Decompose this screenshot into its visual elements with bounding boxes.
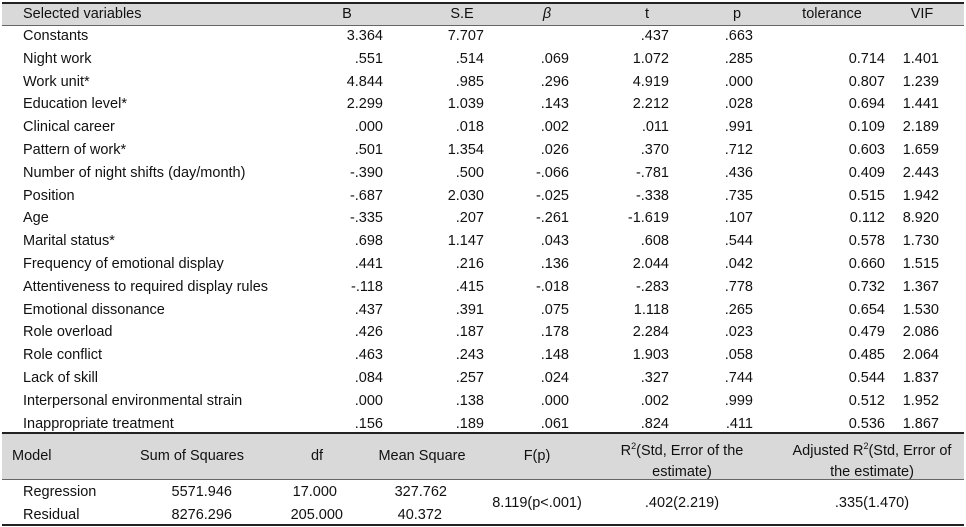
table-row bbox=[2, 230, 964, 253]
cell-beta: -.066 bbox=[535, 164, 569, 181]
cell-tolerance: 0.485 bbox=[848, 347, 885, 364]
cell-se: 7.707 bbox=[447, 28, 484, 44]
cell-b: -.390 bbox=[349, 164, 383, 181]
cell-se: .243 bbox=[455, 347, 484, 364]
header-adj-line1: (Std, Error of bbox=[868, 443, 952, 459]
table-row bbox=[2, 162, 964, 185]
header-adj-prefix: Adjusted R bbox=[792, 443, 864, 459]
cell-vif: 1.367 bbox=[902, 278, 939, 295]
cell-b: -.687 bbox=[349, 187, 383, 204]
table-row bbox=[2, 299, 964, 322]
cell-variable: Marital status* bbox=[23, 233, 115, 250]
cell-vif: 2.443 bbox=[902, 164, 939, 181]
model-row-residual-ms: 40.372 bbox=[397, 507, 442, 523]
table-row bbox=[2, 139, 964, 162]
cell-b: 4.844 bbox=[346, 73, 383, 90]
cell-vif: 1.659 bbox=[902, 142, 939, 158]
cell-variable: Lack of skill bbox=[23, 370, 98, 386]
cell-beta: -.025 bbox=[535, 187, 569, 204]
table-row bbox=[2, 390, 964, 413]
cell-b: -.118 bbox=[351, 278, 383, 295]
cell-tolerance: 0.544 bbox=[848, 370, 885, 386]
cell-vif: 1.401 bbox=[902, 50, 939, 67]
cell-variable: Constants bbox=[23, 28, 89, 44]
model-row-residual-label: Residual bbox=[23, 507, 80, 523]
cell-t: .327 bbox=[640, 370, 669, 386]
header-model: Model bbox=[12, 448, 52, 464]
header-fp: F(p) bbox=[523, 448, 551, 464]
header-sum-of-squares: Sum of Squares bbox=[140, 448, 244, 464]
cell-p: .991 bbox=[724, 119, 753, 136]
cell-t: .608 bbox=[640, 233, 669, 250]
cell-beta: .075 bbox=[540, 301, 569, 318]
header-df: df bbox=[310, 448, 324, 464]
cell-p: .436 bbox=[724, 164, 753, 181]
cell-t: .824 bbox=[640, 415, 669, 432]
cell-p: .744 bbox=[724, 370, 753, 386]
cell-b: .437 bbox=[354, 301, 383, 318]
cell-b: .501 bbox=[354, 142, 383, 158]
cell-tolerance: 0.603 bbox=[848, 142, 885, 158]
cell-t: .011 bbox=[641, 119, 669, 136]
cell-b: .084 bbox=[354, 370, 383, 386]
cell-b: .000 bbox=[354, 119, 383, 136]
cell-se: 1.039 bbox=[447, 96, 484, 113]
header-adj-line2: the estimate) bbox=[830, 464, 914, 480]
cell-p: .712 bbox=[724, 142, 753, 158]
model-row-regression-label: Regression bbox=[23, 484, 97, 500]
table-bottom-rule bbox=[2, 524, 964, 526]
cell-tolerance: 0.578 bbox=[848, 233, 885, 250]
cell-tolerance: 0.694 bbox=[848, 96, 885, 113]
table-row bbox=[2, 253, 964, 276]
cell-t: 2.044 bbox=[632, 256, 669, 272]
model-row-regression-ms: 327.762 bbox=[394, 484, 447, 500]
cell-p: .058 bbox=[724, 347, 753, 364]
header-se: S.E bbox=[450, 6, 474, 22]
cell-beta: .296 bbox=[540, 73, 569, 90]
cell-vif: 2.086 bbox=[902, 324, 939, 341]
cell-variable: Emotional dissonance bbox=[23, 301, 165, 318]
cell-beta: .026 bbox=[540, 142, 569, 158]
header-tolerance: tolerance bbox=[802, 6, 862, 22]
cell-beta: .178 bbox=[540, 324, 569, 341]
cell-b: 3.364 bbox=[346, 28, 383, 44]
cell-tolerance: 0.732 bbox=[848, 278, 885, 295]
cell-b: .463 bbox=[354, 347, 383, 364]
cell-b: 2.299 bbox=[346, 96, 383, 113]
cell-beta: .136 bbox=[540, 256, 569, 272]
cell-variable: Pattern of work* bbox=[23, 142, 127, 158]
cell-t: .437 bbox=[640, 28, 669, 44]
cell-tolerance: 0.409 bbox=[848, 164, 885, 181]
header-r2-line1: (Std, Error of the bbox=[636, 443, 744, 459]
cell-vif: 1.730 bbox=[902, 233, 939, 250]
cell-variable: Age bbox=[23, 210, 49, 227]
header-vif: VIF bbox=[910, 6, 934, 22]
header-selected-variables: Selected variables bbox=[23, 6, 142, 22]
cell-variable: Role overload bbox=[23, 324, 113, 341]
cell-se: .391 bbox=[455, 301, 484, 318]
cell-p: .028 bbox=[724, 96, 753, 113]
cell-beta: .148 bbox=[540, 347, 569, 364]
cell-vif: 8.920 bbox=[902, 210, 939, 227]
cell-t: -.338 bbox=[635, 187, 669, 204]
cell-vif: 2.064 bbox=[902, 347, 939, 364]
header-adjusted-r2 bbox=[777, 436, 966, 483]
cell-p: .778 bbox=[724, 278, 753, 295]
cell-t: 2.284 bbox=[632, 324, 669, 341]
cell-p: .735 bbox=[724, 187, 753, 204]
cell-b: .156 bbox=[354, 415, 383, 432]
cell-se: .514 bbox=[455, 50, 484, 67]
cell-p: .663 bbox=[724, 28, 753, 44]
table-row bbox=[2, 93, 964, 116]
cell-se: .985 bbox=[455, 73, 484, 90]
cell-p: .999 bbox=[724, 392, 753, 409]
table-row bbox=[2, 48, 964, 71]
cell-p: .544 bbox=[724, 233, 753, 250]
cell-vif: 1.515 bbox=[902, 256, 939, 272]
cell-beta: .069 bbox=[540, 50, 569, 67]
cell-se: .187 bbox=[455, 324, 484, 341]
header-t: t bbox=[644, 6, 650, 22]
cell-p: .023 bbox=[724, 324, 753, 341]
cell-se: .018 bbox=[455, 119, 484, 136]
cell-se: .216 bbox=[455, 256, 484, 272]
cell-tolerance: 0.807 bbox=[848, 73, 885, 90]
cell-variable: Clinical career bbox=[23, 119, 115, 136]
cell-b: -.335 bbox=[349, 210, 383, 227]
cell-t: 2.212 bbox=[632, 96, 669, 113]
cell-se: .189 bbox=[455, 415, 484, 432]
cell-t: 1.118 bbox=[633, 301, 669, 318]
cell-variable: Education level* bbox=[23, 96, 127, 113]
table-row bbox=[2, 367, 964, 390]
cell-p: .285 bbox=[724, 50, 753, 67]
cell-beta: .000 bbox=[540, 392, 569, 409]
header-mean-square: Mean Square bbox=[378, 448, 466, 464]
cell-p: .042 bbox=[724, 256, 753, 272]
model-row-residual-df: 205.000 bbox=[290, 507, 343, 523]
cell-vif: 1.942 bbox=[902, 187, 939, 204]
cell-variable: Number of night shifts (day/month) bbox=[23, 164, 246, 181]
cell-b: .698 bbox=[354, 233, 383, 250]
table-row bbox=[2, 116, 964, 139]
cell-variable: Position bbox=[23, 187, 75, 204]
cell-beta: .002 bbox=[540, 119, 569, 136]
coef-table-header bbox=[2, 2, 964, 26]
cell-se: .207 bbox=[455, 210, 484, 227]
model-row-regression-df: 17.000 bbox=[292, 484, 337, 500]
cell-t: 1.072 bbox=[632, 50, 669, 67]
header-adj-superscript: 2 bbox=[863, 441, 869, 451]
header-r2 bbox=[602, 436, 762, 483]
cell-se: 2.030 bbox=[447, 187, 484, 204]
cell-tolerance: 0.112 bbox=[849, 210, 885, 227]
cell-se: .500 bbox=[455, 164, 484, 181]
cell-beta: .043 bbox=[540, 233, 569, 250]
cell-tolerance: 0.515 bbox=[848, 187, 885, 204]
cell-vif: 2.189 bbox=[902, 119, 939, 136]
cell-t: .370 bbox=[640, 142, 669, 158]
cell-p: .265 bbox=[724, 301, 753, 318]
cell-b: .441 bbox=[354, 256, 383, 272]
header-r2-superscript: 2 bbox=[631, 441, 637, 451]
cell-tolerance: 0.479 bbox=[848, 324, 885, 341]
model-adjusted-r2-value: .335(1.470) bbox=[834, 495, 910, 511]
cell-tolerance: 0.654 bbox=[848, 301, 885, 318]
cell-t: .002 bbox=[640, 392, 669, 409]
cell-tolerance bbox=[782, 25, 885, 47]
cell-b: .426 bbox=[354, 324, 383, 341]
cell-se: 1.147 bbox=[447, 233, 484, 250]
table-row bbox=[2, 276, 964, 299]
cell-vif: 1.530 bbox=[902, 301, 939, 318]
cell-t: -.781 bbox=[635, 164, 669, 181]
cell-variable: Work unit* bbox=[23, 73, 90, 90]
cell-t: 4.919 bbox=[632, 73, 669, 90]
cell-variable: Role conflict bbox=[23, 347, 102, 364]
model-row-regression-ss: 5571.946 bbox=[171, 484, 232, 500]
model-table-header bbox=[2, 434, 964, 480]
cell-tolerance: 0.714 bbox=[848, 50, 885, 67]
table-row bbox=[2, 207, 964, 230]
cell-p: .411 bbox=[725, 415, 753, 432]
cell-se: .415 bbox=[455, 278, 484, 295]
cell-se: .138 bbox=[455, 392, 484, 409]
cell-p: .000 bbox=[724, 73, 753, 90]
cell-tolerance: 0.660 bbox=[848, 256, 885, 272]
header-beta: β bbox=[542, 6, 552, 22]
model-r2-value: .402(2.219) bbox=[644, 495, 720, 511]
cell-b: .000 bbox=[354, 392, 383, 409]
cell-tolerance: 0.512 bbox=[848, 392, 885, 409]
cell-beta: -.261 bbox=[535, 210, 569, 227]
cell-beta: .024 bbox=[540, 370, 569, 386]
cell-vif: 1.867 bbox=[902, 415, 939, 432]
cell-vif: 1.837 bbox=[902, 370, 939, 386]
model-row-residual-ss: 8276.296 bbox=[171, 507, 232, 523]
cell-se: .257 bbox=[455, 370, 484, 386]
header-r2-prefix: R bbox=[620, 443, 632, 459]
cell-vif: 1.952 bbox=[902, 392, 939, 409]
cell-variable: Attentiveness to required display rules bbox=[23, 278, 269, 295]
cell-tolerance: 0.536 bbox=[848, 415, 885, 432]
cell-b: .551 bbox=[354, 50, 383, 67]
cell-vif: 1.239 bbox=[902, 73, 939, 90]
table-row bbox=[2, 321, 964, 344]
table-row bbox=[2, 25, 964, 48]
cell-beta: .143 bbox=[540, 96, 569, 113]
cell-t: -1.619 bbox=[627, 210, 669, 227]
cell-beta: .061 bbox=[540, 415, 569, 432]
header-p: p bbox=[732, 6, 742, 22]
table-row bbox=[2, 344, 964, 367]
cell-se: 1.354 bbox=[447, 142, 484, 158]
cell-vif: 1.441 bbox=[902, 96, 939, 113]
cell-beta bbox=[497, 25, 569, 47]
cell-variable: Night work bbox=[23, 50, 92, 67]
cell-vif bbox=[882, 25, 939, 47]
cell-t: 1.903 bbox=[632, 347, 669, 364]
cell-variable: Inappropriate treatment bbox=[23, 415, 174, 432]
model-fp-value: 8.119(p<.001) bbox=[492, 495, 582, 511]
cell-t: -.283 bbox=[635, 278, 669, 295]
header-r2-line2: estimate) bbox=[652, 464, 712, 480]
cell-tolerance: 0.109 bbox=[848, 119, 885, 136]
header-b: B bbox=[342, 6, 352, 22]
cell-beta: -.018 bbox=[535, 278, 569, 295]
cell-variable: Frequency of emotional display bbox=[23, 256, 224, 272]
table-row bbox=[2, 185, 964, 208]
cell-p: .107 bbox=[724, 210, 753, 227]
cell-variable: Interpersonal environmental strain bbox=[23, 392, 243, 409]
table-row bbox=[2, 71, 964, 94]
